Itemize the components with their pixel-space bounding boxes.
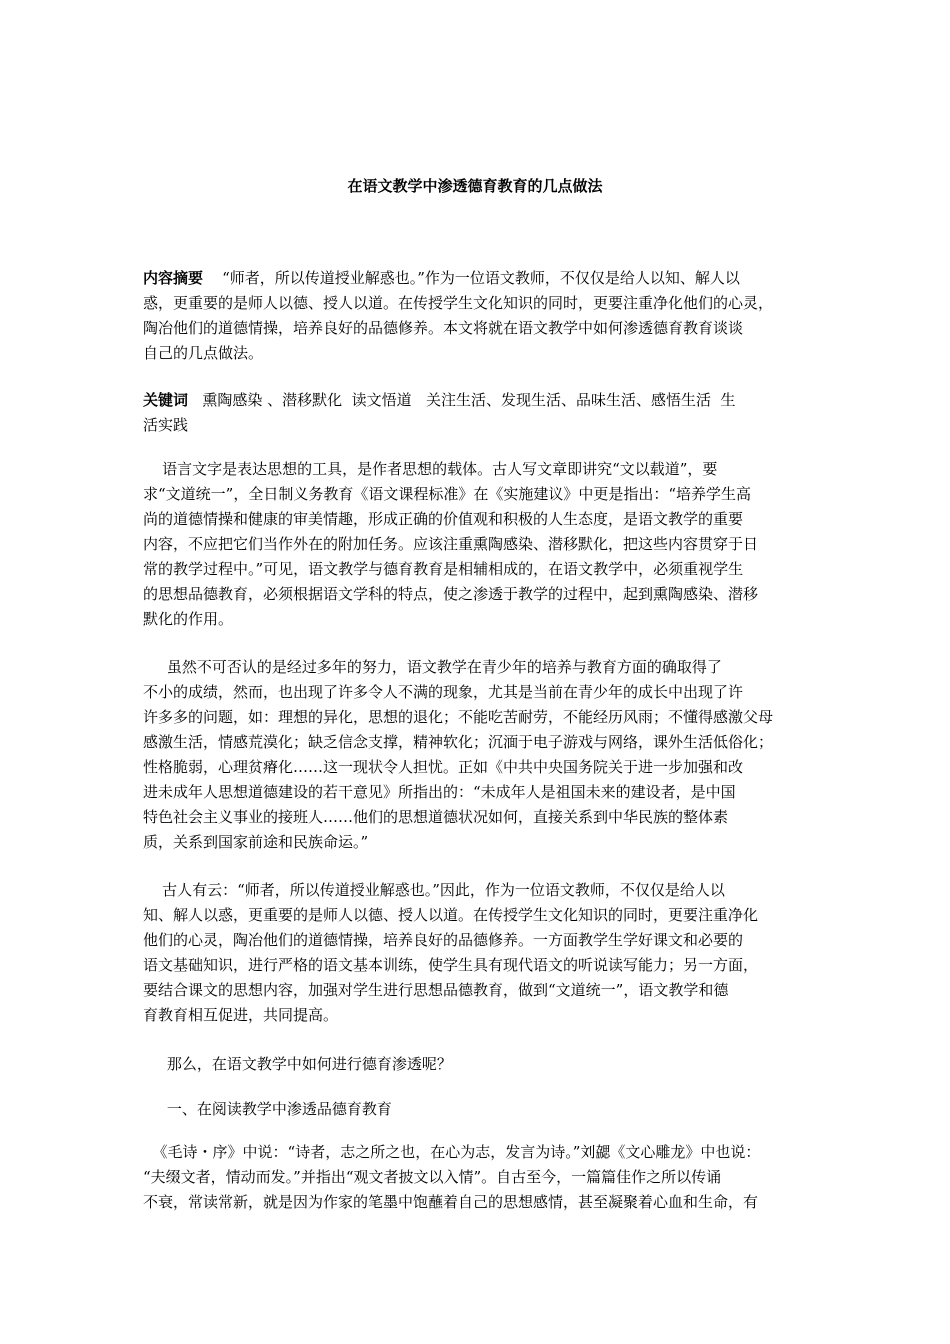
keywords-line-2: 活实践 [143, 416, 189, 434]
abstract-label: 内容摘要 [143, 269, 204, 287]
body-paragraph-3: 古人有云：“师者，所以传道授业解惑也。”因此，作为一位语文教师，不仅仅是给人以 知、解人以惑，更重要的是师人以德、授人以道。在传授学生文化知识的同时，更要注重净化 他们的心灵，陶冶他们的道德情操，培养良好的品德修养。一方面教学生学好课文和必要的 语文基础知识，进行严格的语文基本训练，使学生具有现代语文的听说读写能力；另一方面， 要结合课文的思想内容，加强对学生进行思想品德教育，做到“文道统一”，语文教学和德 育教育相互促进，共同提高。 [143, 881, 759, 1024]
body-paragraph-1: 语言文字是表达思想的工具，是作者思想的载体。古人写文章即讲究“文以载道”，要 求“文道统一”，全日制义务教育《语文课程标准》在《实施建议》中更是指出：“培养学生高 尚的道德情操和健康的审美情趣，形成正确的价值观和积极的人生态度，是语文教学的重要 内容，不应把它们当作外在的附加任务。应该注重熏陶感染、潜移默化，把这些内容贯穿于日 常的教学过程中。”可见，语文教学与德育教育是相辅相成的，在语文教学中，必须重视学生 的思想品德教育，必须根据语文学科的特点，使之渗透于教学的过程中，起到熏陶感染、潜移 默化的作用。 [143, 460, 759, 628]
abstract-line-4: 自己的几点做法。 [143, 344, 264, 362]
abstract-line-2: 惑，更重要的是师人以德、授人以道。在传授学生文化知识的同时，更要注重净化他们的心灵， [143, 294, 774, 312]
keywords-label: 关键词 [143, 391, 189, 409]
abstract-line-3: 陶冶他们的道德情操，培养良好的品德修养。本文将就在语文教学中如何渗透德育教育谈谈 [143, 319, 744, 337]
keywords-line-1: 关键词 熏陶感染 、潜移默化 读文悟道 关注生活、发现生活、品味生活、感悟生活 生 [143, 391, 736, 409]
body-paragraph-4: 那么，在语文教学中如何进行德育渗透呢？ [143, 1055, 452, 1073]
abstract-line-1: 内容摘要 “师者，所以传道授业解惑也。”作为一位语文教师，不仅仅是给人以知、解人以 [143, 269, 740, 287]
body-paragraph-5: 《毛诗・序》中说：“诗者，志之所之也，在心为志，发言为诗。”刘勰《文心雕龙》中也说： “夫缀文者，情动而发。”并指出“观文者披文以入情”。自古至今，一篇篇佳作之所以传诵 不衰，常读常新，就是因为作家的笔墨中饱蘸着自己的思想感情，甚至凝聚着心血和生命，有 [143, 1143, 761, 1211]
body-paragraph-2: 虽然不可否认的是经过多年的努力，语文教学在青少年的培养与教育方面的确取得了 不小的成绩，然而，也出现了许多令人不满的现象，尤其是当前在青少年的成长中出现了许 许多多的问题，如：理想的异化，思想的退化；不能吃苦耐劳，不能经历风雨；不懂得感激父母 感激生活，情感荒漠化；缺乏信念支撑，精神软化；沉湎于电子游戏与网络，课外生活低俗化； 性格脆弱，心理贫瘠化……这一现状令人担忧。正如《中共中央国务院关于进一步加强和改 进未成年人思想道德建设的若干意见》所指出的：“未成年人是祖国未来的建设者，是中国 特色社会主义事业的接班人……他们的思想道德状况如何，直接关系到中华民族的整体素 质，关系到国家前途和民族命运。” [143, 658, 774, 851]
keywords-section [143, 388, 815, 438]
section-heading-1: 一、在阅读教学中渗透品德育教育 [143, 1100, 392, 1118]
document-title: 在语文教学中渗透德育教育的几点做法 [347, 177, 603, 195]
abstract-section [143, 266, 815, 366]
